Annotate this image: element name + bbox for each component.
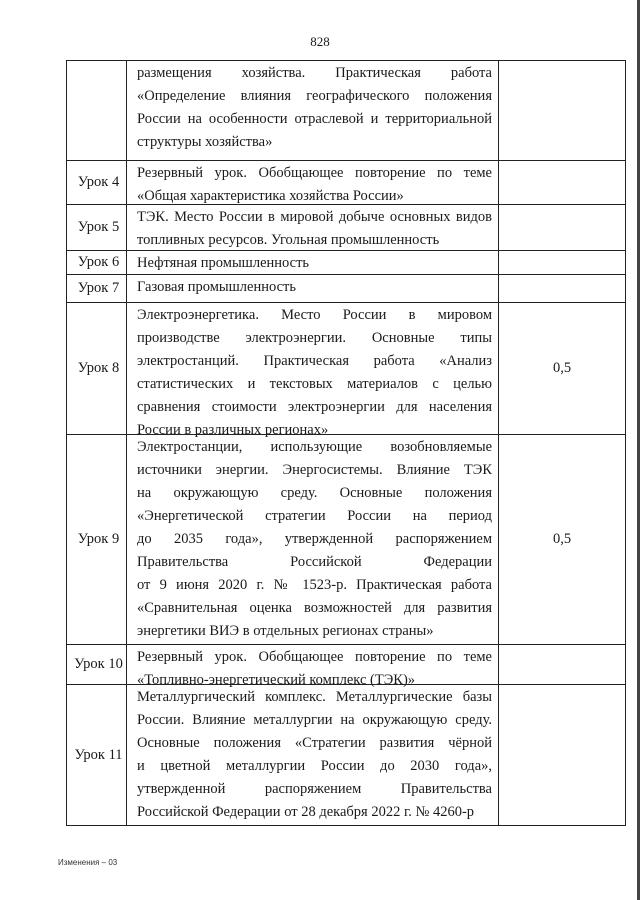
lesson-cell: Урок 6 bbox=[66, 250, 127, 275]
topic-line: «Топливно-энергетический комплекс (ТЭК)» bbox=[137, 672, 416, 688]
page-number: 828 bbox=[310, 34, 330, 49]
hours-cell bbox=[498, 60, 626, 161]
topic-line: источники энергии. Энергосистемы. Влияние ТЭК bbox=[137, 462, 492, 478]
hours-cell bbox=[498, 204, 626, 251]
topic-cell bbox=[126, 60, 499, 161]
hours-cell bbox=[498, 274, 626, 303]
topic-line: Газовая промышленность bbox=[137, 279, 296, 295]
hours-cell: 0,5 bbox=[498, 302, 626, 435]
topic-cell bbox=[126, 302, 499, 438]
topic-cell bbox=[126, 684, 499, 826]
topic-line: на окружающую среду. Основные положения bbox=[137, 485, 492, 501]
topic-cell bbox=[126, 250, 499, 275]
topic-line: и цветной металлургии России до 2030 года», bbox=[137, 758, 492, 774]
topic-line: «Определение влияния географического положения bbox=[137, 88, 492, 104]
topic-line: от 9 июня 2020 г. № 1523-р. Практическая работа bbox=[137, 577, 492, 593]
topic-line: структуры хозяйства» bbox=[137, 134, 273, 150]
topic-line: России на особенности отраслевой и территориальной bbox=[137, 111, 492, 127]
topic-line: энергетики ВИЭ в отдельных регионах страны» bbox=[137, 623, 434, 639]
topic-line: Российской Федерации от 28 декабря 2022 г. № 4260-р bbox=[137, 804, 475, 820]
topic-line: Электростанции, использующие возобновляемые bbox=[137, 439, 492, 455]
hours-cell bbox=[498, 160, 626, 205]
lesson-cell: Урок 9 bbox=[66, 434, 127, 645]
topic-line: электростанций. Практическая работа «Анализ bbox=[137, 353, 492, 369]
topic-cell bbox=[126, 274, 499, 303]
topic-line: «Общая характеристика хозяйства России» bbox=[137, 188, 404, 204]
topic-line: Основные положения «Стратегии развития чёрной bbox=[137, 735, 492, 751]
topic-line: до 2035 года», утвержденной распоряжением bbox=[137, 531, 492, 547]
topic-line: статистических и текстовых материалов с целью bbox=[137, 376, 492, 392]
lesson-cell: Урок 8 bbox=[66, 302, 127, 435]
topic-cell bbox=[126, 160, 499, 205]
topic-cell bbox=[126, 434, 499, 645]
topic-line: «Энергетической стратегии России на период bbox=[137, 508, 492, 524]
topic-line: Нефтяная промышленность bbox=[137, 255, 310, 271]
topic-line: России в различных регионах» bbox=[137, 422, 329, 438]
topic-line: «Сравнительная оценка возможностей для развития bbox=[137, 600, 492, 616]
topic-line: Резервный урок. Обобщающее повторение по теме bbox=[137, 649, 492, 665]
topic-cell bbox=[126, 204, 499, 251]
lesson-table bbox=[66, 60, 626, 825]
topic-line: сравнения стоимости электроэнергии для населения bbox=[137, 399, 492, 415]
hours-cell: 0,5 bbox=[498, 434, 626, 645]
lesson-cell: Урок 11 bbox=[66, 684, 127, 826]
lesson-cell: Урок 4 bbox=[66, 160, 127, 205]
topic-line: России. Влияние металлургии на окружающую среду. bbox=[137, 712, 492, 728]
topic-line: ТЭК. Место России в мировой добыче основных видов bbox=[137, 209, 492, 225]
topic-line: Правительства Российской Федерации bbox=[137, 554, 492, 570]
hours-cell bbox=[498, 644, 626, 685]
topic-line: Электроэнергетика. Место России в мировом bbox=[137, 307, 492, 323]
topic-cell bbox=[126, 644, 499, 688]
topic-line: размещения хозяйства. Практическая работа bbox=[137, 65, 492, 81]
topic-line: Резервный урок. Обобщающее повторение по теме bbox=[137, 165, 492, 181]
hours-cell bbox=[498, 250, 626, 275]
topic-line: Металлургический комплекс. Металлургические базы bbox=[137, 689, 492, 705]
lesson-cell bbox=[66, 60, 127, 161]
footer-revision-note: Изменения – 03 bbox=[58, 858, 118, 867]
lesson-cell: Урок 5 bbox=[66, 204, 127, 251]
lesson-cell: Урок 7 bbox=[66, 274, 127, 303]
hours-cell bbox=[498, 684, 626, 826]
topic-line: топливных ресурсов. Угольная промышленность bbox=[137, 232, 440, 248]
lesson-cell: Урок 10 bbox=[66, 644, 127, 685]
topic-line: производстве электроэнергии. Основные типы bbox=[137, 330, 492, 346]
topic-line: утвержденной распоряжением Правительства bbox=[137, 781, 492, 797]
